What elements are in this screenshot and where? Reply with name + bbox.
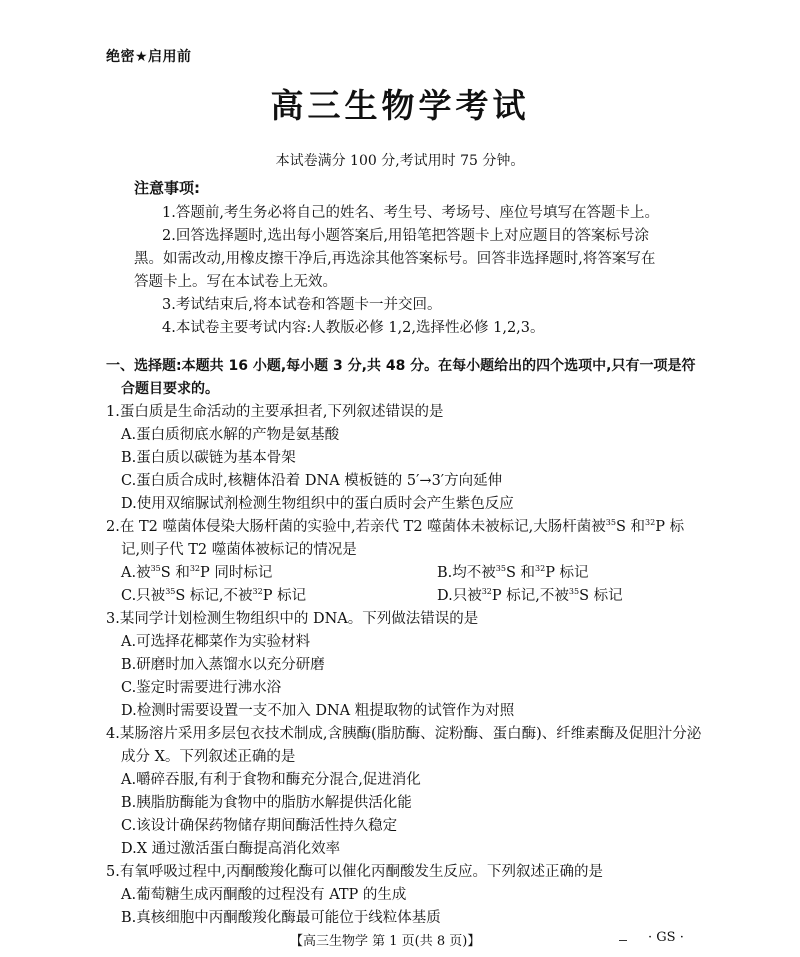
q5-stem: 5.有氧呼吸过程中,丙酮酸羧化酶可以催化丙酮酸发生反应。下列叙述正确的是 [106, 864, 603, 880]
exam-title: 高三生物学考试 [270, 86, 530, 125]
notice-line-1: 1.答题前,考生务必将自己的姓名、考生号、考场号、座位号填写在答题卡上。 [162, 205, 659, 221]
q2-b-post: P 标记 [545, 565, 589, 581]
q2-option-a [121, 563, 272, 583]
q2-b-sup-p: 32 [535, 564, 546, 574]
q2-d-mid: P 标记,不被 [491, 588, 569, 604]
q2-stem-a: 2.在 T2 噬菌体侵染大肠杆菌的实验中,若亲代 T2 噬菌体未被标记,大肠杆菌被 [106, 519, 606, 535]
q2-d-pre: D.只被 [437, 588, 482, 604]
q2-c-pre: C.只被 [121, 588, 166, 604]
q2-stem-line-1 [106, 517, 684, 537]
q3-option-a: A.可选择花椰菜作为实验材料 [121, 634, 311, 650]
q2-d-post: S 标记 [579, 588, 623, 604]
q1-option-c: C.蛋白质合成时,核糖体沿着 DNA 模板链的 5′→3′方向延伸 [121, 473, 503, 489]
q2-b-mid: S 和 [505, 565, 535, 581]
page-footer: 【高三生物学 第 1 页(共 8 页)】 [290, 934, 481, 949]
exam-subtitle: 本试卷满分 100 分,考试用时 75 分钟。 [275, 153, 525, 169]
notice-line-4: 答题卡上。写在本试卷上无效。 [134, 274, 337, 290]
q4-stem-line-2: 成分 X。下列叙述正确的是 [121, 749, 296, 765]
q1-stem: 1.蛋白质是生命活动的主要承担者,下列叙述错误的是 [106, 404, 444, 420]
section-heading-line-1: 一、选择题:本题共 16 小题,每小题 3 分,共 48 分。在每小题给出的四个选项中,只有一项是符 [106, 358, 696, 374]
q5-option-a: A.葡萄糖生成丙酮酸的过程没有 ATP 的生成 [121, 887, 407, 903]
q2-c-sup-p: 32 [252, 587, 263, 597]
notice-line-2: 2.回答选择题时,选出每小题答案后,用铅笔把答题卡上对应题目的答案标号涂 [162, 228, 650, 244]
q1-option-d: D.使用双缩脲试剂检测生物组织中的蛋白质时会产生紫色反应 [121, 496, 514, 512]
q2-c-sup-s: 35 [165, 587, 176, 597]
footer-code: · GS · [648, 930, 684, 945]
q2-stem-line-2: 记,则子代 T2 噬菌体被标记的情况是 [121, 542, 357, 558]
q2-a-sup-s: 35 [150, 564, 161, 574]
q3-option-d: D.检测时需要设置一支不加入 DNA 粗提取物的试管作为对照 [121, 703, 515, 719]
q1-option-a: A.蛋白质彻底水解的产物是氨基酸 [121, 427, 340, 443]
q3-option-b: B.研磨时加入蒸馏水以充分研磨 [121, 657, 325, 673]
q2-a-mid: S 和 [160, 565, 190, 581]
confidential-label: 绝密★启用前 [106, 49, 192, 65]
q2-stem-c: P 标 [655, 519, 685, 535]
q2-sup-p32: 32 [645, 518, 656, 528]
q2-a-post: P 同时标记 [200, 565, 273, 581]
q4-option-c: C.该设计确保药物储存期间酶活性持久稳定 [121, 818, 398, 834]
q2-c-mid: S 标记,不被 [175, 588, 253, 604]
q2-b-pre: B.均不被 [437, 565, 496, 581]
q2-a-sup-p: 32 [189, 564, 201, 574]
q2-a-pre: A.被 [121, 565, 151, 581]
section-heading-line-2: 合题目要求的。 [121, 381, 219, 397]
footer-dash [619, 940, 627, 941]
notice-line-6: 4.本试卷主要考试内容:人教版必修 1,2,选择性必修 1,2,3。 [162, 320, 545, 336]
notice-heading: 注意事项: [134, 179, 200, 197]
q3-stem: 3.某同学计划检测生物组织中的 DNA。下列做法错误的是 [106, 611, 479, 627]
q4-option-a: A.嚼碎吞服,有利于食物和酶充分混合,促进消化 [121, 772, 421, 788]
q2-option-b [437, 563, 589, 583]
q2-option-d [437, 586, 623, 606]
q3-option-c: C.鉴定时需要进行沸水浴 [121, 680, 282, 696]
q2-option-c [121, 586, 306, 606]
q2-b-sup-s: 35 [495, 564, 506, 574]
q2-stem-b: S 和 [615, 519, 646, 535]
q1-option-b: B.蛋白质以碳链为基本骨架 [121, 450, 296, 466]
q5-option-b: B.真核细胞中丙酮酸羧化酶最可能位于线粒体基质 [121, 910, 441, 926]
q2-d-sup-p: 32 [481, 587, 492, 597]
notice-line-3: 黑。如需改动,用橡皮擦干净后,再选涂其他答案标号。回答非选择题时,将答案写在 [134, 251, 656, 267]
q2-sup-s35: 35 [605, 518, 616, 528]
notice-line-5: 3.考试结束后,将本试卷和答题卡一并交回。 [162, 297, 442, 313]
q4-option-d: D.X 通过激活蛋白酶提高消化效率 [121, 841, 341, 857]
q4-option-b: B.胰脂肪酶能为食物中的脂肪水解提供活化能 [121, 795, 412, 811]
q4-stem-line-1: 4.某肠溶片采用多层包衣技术制成,含胰酶(脂肪酶、淀粉酶、蛋白酶)、纤维素酶及促胆汁分泌 [106, 726, 702, 742]
q2-d-sup-s: 35 [568, 587, 580, 597]
q2-c-post: P 标记 [262, 588, 307, 604]
